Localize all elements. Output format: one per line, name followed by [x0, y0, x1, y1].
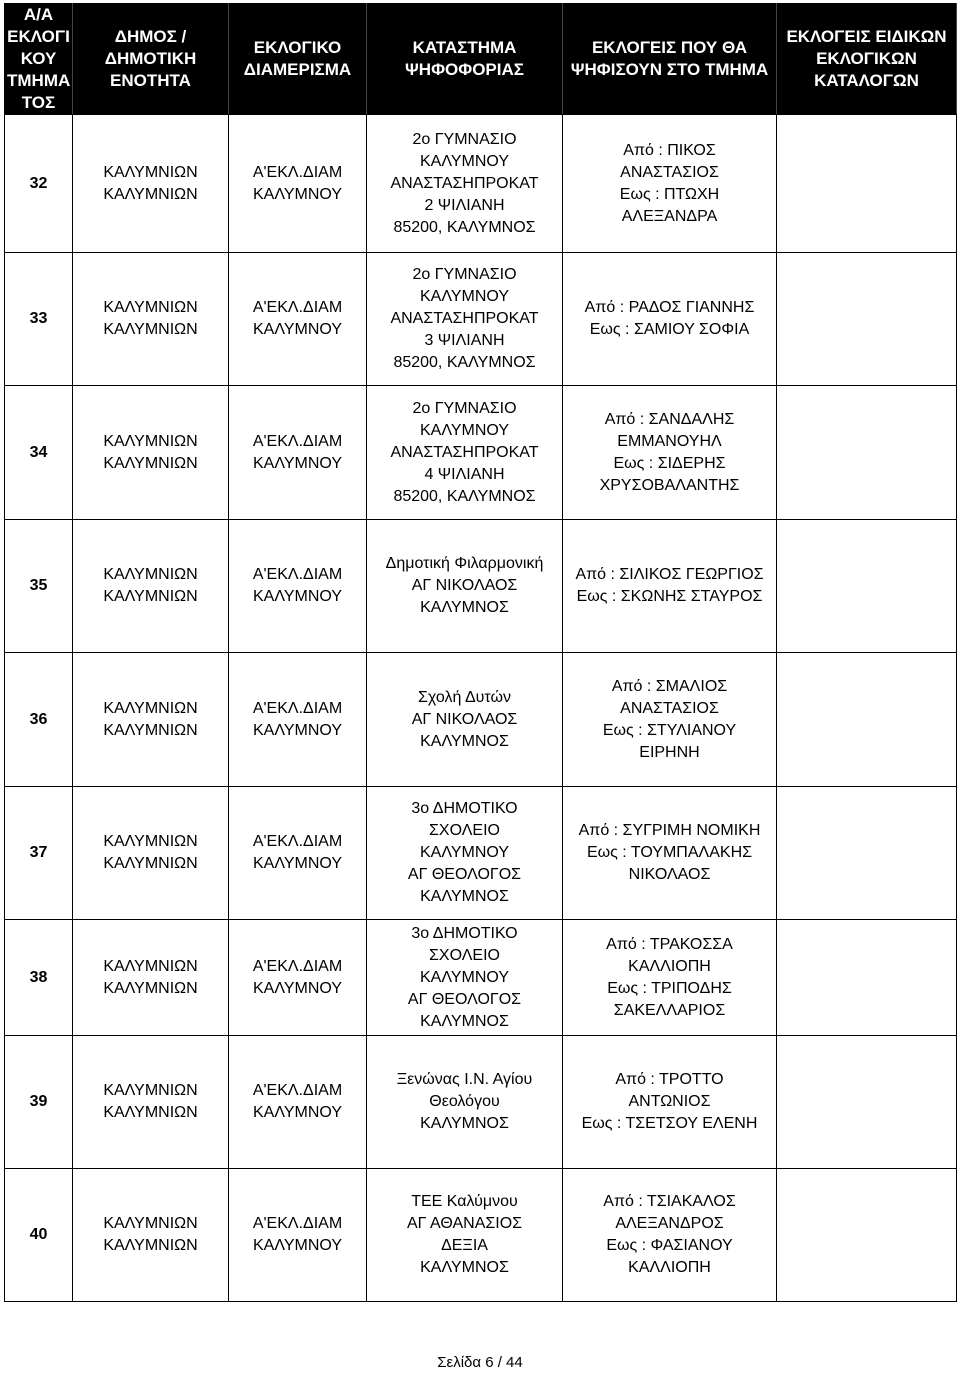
- row-diamerisma: Α'ΕΚΛ.ΔΙΑΜ ΚΑΛΥΜΝΟΥ: [229, 1169, 367, 1302]
- row-number: 33: [5, 253, 73, 386]
- row-eidikoi: [777, 653, 957, 787]
- row-dimos: ΚΑΛΥΜΝΙΩΝ ΚΑΛΥΜΝΙΩΝ: [73, 653, 229, 787]
- row-number: 40: [5, 1169, 73, 1302]
- row-katastima: 3ο ΔΗΜΟΤΙΚΟ ΣΧΟΛΕΙΟ ΚΑΛΥΜΝΟΥ ΑΓ ΘΕΟΛΟΓΟΣ ΚΑΛΥΜΝΟΣ: [367, 920, 563, 1036]
- row-eklogeis: Από : ΠΙΚΟΣ ΑΝΑΣΤΑΣΙΟΣ Εως : ΠΤΩΧΗ ΑΛΕΞΑΝΔΡΑ: [563, 115, 777, 253]
- header-katastima: ΚΑΤΑΣΤΗΜΑ ΨΗΦΟΦΟΡΙΑΣ: [367, 4, 563, 115]
- row-eidikoi: [777, 920, 957, 1036]
- row-katastima: 2ο ΓΥΜΝΑΣΙΟ ΚΑΛΥΜΝΟΥ ΑΝΑΣΤΑΣΗΠΡΟΚΑΤ 3 ΨΙΛΙΑΝΗ 85200, ΚΑΛΥΜΝΟΣ: [367, 253, 563, 386]
- row-number: 37: [5, 787, 73, 920]
- row-eidikoi: [777, 115, 957, 253]
- row-eklogeis: Από : ΤΣΙΑΚΑΛΟΣ ΑΛΕΞΑΝΔΡΟΣ Εως : ΦΑΣΙΑΝΟΥ ΚΑΛΛΙΟΠΗ: [563, 1169, 777, 1302]
- row-eklogeis: Από : ΣΜΑΛΙΟΣ ΑΝΑΣΤΑΣΙΟΣ Εως : ΣΤΥΛΙΑΝΟΥ ΕΙΡΗΝΗ: [563, 653, 777, 787]
- row-diamerisma: Α'ΕΚΛ.ΔΙΑΜ ΚΑΛΥΜΝΟΥ: [229, 115, 367, 253]
- table-row: [5, 253, 957, 386]
- row-dimos: ΚΑΛΥΜΝΙΩΝ ΚΑΛΥΜΝΙΩΝ: [73, 1036, 229, 1169]
- row-eklogeis: Από : ΤΡΟΤΤΟ ΑΝΤΩΝΙΟΣ Εως : ΤΣΕΤΣΟΥ ΕΛΕΝΗ: [563, 1036, 777, 1169]
- header-diamerisma: ΕΚΛΟΓΙΚΟ ΔΙΑΜΕΡΙΣΜΑ: [229, 4, 367, 115]
- row-eidikoi: [777, 787, 957, 920]
- row-dimos: ΚΑΛΥΜΝΙΩΝ ΚΑΛΥΜΝΙΩΝ: [73, 787, 229, 920]
- row-dimos: ΚΑΛΥΜΝΙΩΝ ΚΑΛΥΜΝΙΩΝ: [73, 253, 229, 386]
- row-dimos: ΚΑΛΥΜΝΙΩΝ ΚΑΛΥΜΝΙΩΝ: [73, 1169, 229, 1302]
- row-dimos: ΚΑΛΥΜΝΙΩΝ ΚΑΛΥΜΝΙΩΝ: [73, 920, 229, 1036]
- page-number: Σελίδα 6 / 44: [437, 1354, 523, 1371]
- table-row: [5, 1169, 957, 1302]
- row-katastima: 2ο ΓΥΜΝΑΣΙΟ ΚΑΛΥΜΝΟΥ ΑΝΑΣΤΑΣΗΠΡΟΚΑΤ 2 ΨΙΛΙΑΝΗ 85200, ΚΑΛΥΜΝΟΣ: [367, 115, 563, 253]
- table-row: [5, 920, 957, 1036]
- row-number: 32: [5, 115, 73, 253]
- table-row: [5, 1036, 957, 1169]
- header-eidikoi: ΕΚΛΟΓΕΙΣ ΕΙΔΙΚΩΝ ΕΚΛΟΓΙΚΩΝ ΚΑΤΑΛΟΓΩΝ: [777, 4, 957, 115]
- row-eklogeis: Από : ΣΑΝΔΑΛΗΣ ΕΜΜΑΝΟΥΗΛ Εως : ΣΙΔΕΡΗΣ ΧΡΥΣΟΒΑΛΑΝΤΗΣ: [563, 386, 777, 520]
- row-katastima: 3ο ΔΗΜΟΤΙΚΟ ΣΧΟΛΕΙΟ ΚΑΛΥΜΝΟΥ ΑΓ ΘΕΟΛΟΓΟΣ ΚΑΛΥΜΝΟΣ: [367, 787, 563, 920]
- row-katastima: Δημοτική Φιλαρμονική ΑΓ ΝΙΚΟΛΑΟΣ ΚΑΛΥΜΝΟΣ: [367, 520, 563, 653]
- row-dimos: ΚΑΛΥΜΝΙΩΝ ΚΑΛΥΜΝΙΩΝ: [73, 386, 229, 520]
- row-eklogeis: Από : ΣΥΓΡΙΜΗ ΝΟΜΙΚΗ Εως : ΤΟΥΜΠΑΛΑΚΗΣ ΝΙΚΟΛΑΟΣ: [563, 787, 777, 920]
- header-dimos: ΔΗΜΟΣ / ΔΗΜΟΤΙΚΗ ΕΝΟΤΗΤΑ: [73, 4, 229, 115]
- row-eidikoi: [777, 520, 957, 653]
- row-katastima: ΤΕΕ Καλύμνου ΑΓ ΑΘΑΝΑΣΙΟΣ ΔΕΞΙΑ ΚΑΛΥΜΝΟΣ: [367, 1169, 563, 1302]
- row-number: 34: [5, 386, 73, 520]
- row-diamerisma: Α'ΕΚΛ.ΔΙΑΜ ΚΑΛΥΜΝΟΥ: [229, 253, 367, 386]
- row-eklogeis: Από : ΡΑΔΟΣ ΓΙΑΝΝΗΣ Εως : ΣΑΜΙΟΥ ΣΟΦΙΑ: [563, 253, 777, 386]
- header-aa: Α/Α ΕΚΛΟΓΙ ΚΟΥ ΤΜΗΜΑ ΤΟΣ: [5, 4, 73, 115]
- row-diamerisma: Α'ΕΚΛ.ΔΙΑΜ ΚΑΛΥΜΝΟΥ: [229, 520, 367, 653]
- table-row: [5, 115, 957, 253]
- polling-stations-table: [4, 3, 957, 1302]
- row-diamerisma: Α'ΕΚΛ.ΔΙΑΜ ΚΑΛΥΜΝΟΥ: [229, 1036, 367, 1169]
- row-diamerisma: Α'ΕΚΛ.ΔΙΑΜ ΚΑΛΥΜΝΟΥ: [229, 787, 367, 920]
- row-number: 38: [5, 920, 73, 1036]
- row-number: 36: [5, 653, 73, 787]
- header-eklogeis: ΕΚΛΟΓΕΙΣ ΠΟΥ ΘΑ ΨΗΦΙΣΟΥΝ ΣΤΟ ΤΜΗΜΑ: [563, 4, 777, 115]
- table-header-row: [5, 4, 957, 115]
- row-dimos: ΚΑΛΥΜΝΙΩΝ ΚΑΛΥΜΝΙΩΝ: [73, 115, 229, 253]
- table-row: [5, 386, 957, 520]
- row-eidikoi: [777, 1036, 957, 1169]
- row-dimos: ΚΑΛΥΜΝΙΩΝ ΚΑΛΥΜΝΙΩΝ: [73, 520, 229, 653]
- row-number: 39: [5, 1036, 73, 1169]
- row-diamerisma: Α'ΕΚΛ.ΔΙΑΜ ΚΑΛΥΜΝΟΥ: [229, 653, 367, 787]
- row-diamerisma: Α'ΕΚΛ.ΔΙΑΜ ΚΑΛΥΜΝΟΥ: [229, 920, 367, 1036]
- row-katastima: 2ο ΓΥΜΝΑΣΙΟ ΚΑΛΥΜΝΟΥ ΑΝΑΣΤΑΣΗΠΡΟΚΑΤ 4 ΨΙΛΙΑΝΗ 85200, ΚΑΛΥΜΝΟΣ: [367, 386, 563, 520]
- row-eidikoi: [777, 386, 957, 520]
- row-diamerisma: Α'ΕΚΛ.ΔΙΑΜ ΚΑΛΥΜΝΟΥ: [229, 386, 367, 520]
- table-row: [5, 520, 957, 653]
- table-row: [5, 653, 957, 787]
- row-eidikoi: [777, 253, 957, 386]
- row-eidikoi: [777, 1169, 957, 1302]
- row-eklogeis: Από : ΣΙΛΙΚΟΣ ΓΕΩΡΓΙΟΣ Εως : ΣΚΩΝΗΣ ΣΤΑΥΡΟΣ: [563, 520, 777, 653]
- row-katastima: Σχολή Δυτών ΑΓ ΝΙΚΟΛΑΟΣ ΚΑΛΥΜΝΟΣ: [367, 653, 563, 787]
- row-eklogeis: Από : ΤΡΑΚΟΣΣΑ ΚΑΛΛΙΟΠΗ Εως : ΤΡΙΠΟΔΗΣ ΣΑΚΕΛΛΑΡΙΟΣ: [563, 920, 777, 1036]
- row-number: 35: [5, 520, 73, 653]
- table-row: [5, 787, 957, 920]
- row-katastima: Ξενώνας Ι.Ν. Αγίου Θεολόγου ΚΑΛΥΜΝΟΣ: [367, 1036, 563, 1169]
